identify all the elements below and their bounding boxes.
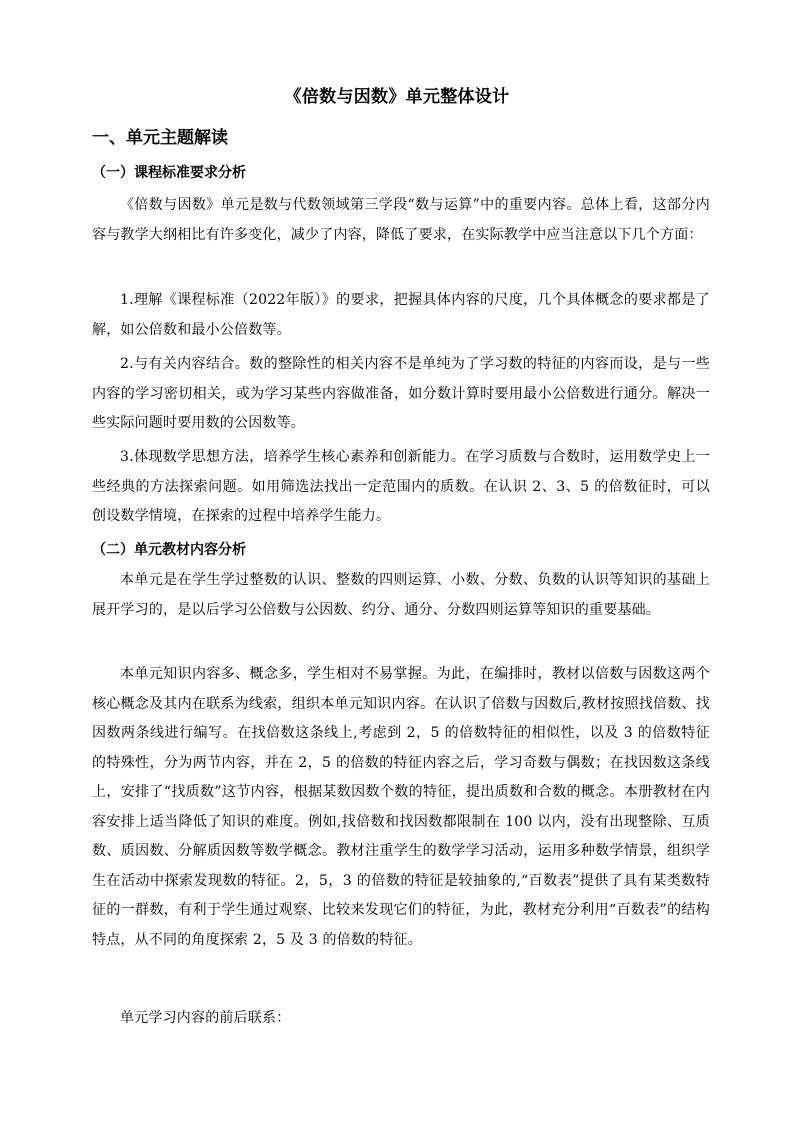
paragraph: 3.体现数学思想方法，培养学生核心素养和创新能力。在学习质数与合数时，运用数学史上一些经典的方法探索问题。如用筛选法找出一定范围内的质数。在认识 2、3、5 的倍数征时，可以创设数学情境，在探索的过程中培养学生能力。 (92, 449, 710, 524)
paragraph: 本单元是在学生学过整数的认识、整数的四则运算、小数、分数、负数的认识等知识的基础上展开学习的，是以后学习公倍数与公因数、约分、通分、分数四则运算等知识的重要基础。 (92, 572, 710, 618)
paragraph: 本单元知识内容多、概念多，学生相对不易掌握。为此，在编排时，教材以倍数与因数这两个核心概念及其内在联系为线索，组织本单元知识内容。在认识了倍数与因数后,教材按照找倍数、找因数两条线进行编写。在找倍数这条线上,考虑到 2，5 的倍数特征的相似性，以及 3 的倍数特征的特殊性，分为两节内容，并在 2，5 的倍数的特征内容之后，学习奇数与偶数；在找因数这条线上，安排了“找质数”这节内容，根据某数因数个数的特征，提出质数和合数的概念。本册教材在内容安排上适当降低了知识的难度。例如,找倍数和找因数都限制在 100 以内，没有出现整除、互质数、质因数、分解质因数等数学概念。教材注重学生的数学学习活动，运用多种数学情景，组织学生在活动中探索发现数的特征。2，5，3 的倍数的特征是较抽象的,“百数表”提供了具有某类数特征的一群数，有利于学生通过观察、比较来发现它们的特征，为此，教材充分利用“百数表”的结构特点，从不同的角度探索 2，5 及 3 的倍数的特征。 (92, 666, 710, 948)
subsection-heading-textbook-content: （二）单元教材内容分析 (92, 542, 246, 558)
section-heading-unit-theme: 一、单元主题解读 (92, 128, 228, 148)
paragraph: 《倍数与因数》单元是数与代数领域第三学段“数与运算”中的重要内容。总体上看，这部分内容与教学大纲相比有许多变化，减少了内容，降低了要求，在实际教学中应当注意以下几个方面： (92, 197, 710, 243)
subsection-heading-curriculum-standard: （一）课程标准要求分析 (92, 165, 246, 181)
paragraph: 1.理解《课程标准（2022年版）》的要求，把握具体内容的尺度，几个具体概念的要求都是了解，如公倍数和最小公倍数等。 (92, 292, 710, 338)
paragraph: 单元学习内容的前后联系： (120, 1010, 291, 1026)
document-title: 《倍数与因数》单元整体设计 (284, 87, 510, 107)
paragraph: 2.与有关内容结合。数的整除性的相关内容不是单纯为了学习数的特征的内容而设，是与一些内容的学习密切相关，或为学习某些内容做准备，如分数计算时要用最小公倍数进行通分。解决一些实际问题时要用数的公因数等。 (92, 356, 710, 431)
